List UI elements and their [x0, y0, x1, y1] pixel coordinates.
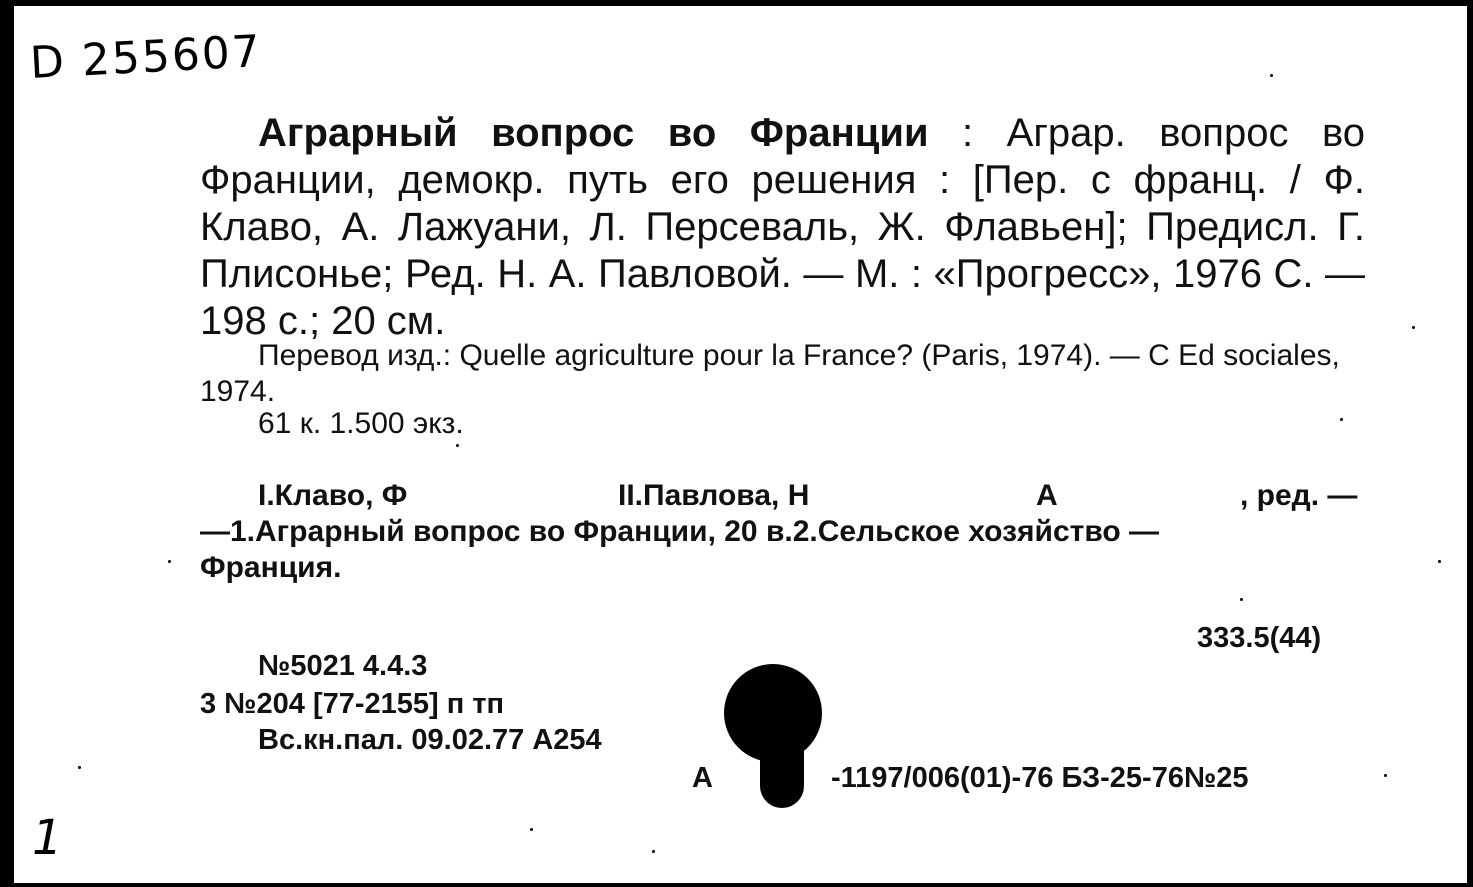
entry-title: Аграрный вопрос во Франции	[258, 111, 929, 155]
card-border-bottom	[0, 883, 1473, 887]
tracing-initial: А	[1036, 479, 1058, 512]
punch-hole-slot	[760, 740, 804, 808]
bibliographic-entry	[200, 110, 1365, 345]
index-prefix: А	[692, 762, 713, 794]
speck	[1412, 326, 1415, 329]
card-border-right	[1467, 0, 1473, 887]
tracing-line-1	[200, 478, 1365, 514]
book-chamber-line: Вс.кн.пал. 09.02.77 А254	[258, 724, 602, 756]
tracing-line-2	[200, 514, 1365, 550]
tracing-author-1: I.Клаво, Ф	[258, 479, 408, 512]
card-number: №5021 4.4.3	[258, 650, 428, 682]
tracing-subjects-cont: Франция.	[200, 551, 342, 584]
speck	[1270, 74, 1273, 77]
tracing-author-2: II.Павлова, Н	[618, 479, 810, 512]
speck	[1240, 598, 1243, 601]
price-note-text: 61 к. 1.500 экз.	[258, 407, 464, 440]
translation-note-text: Перевод изд.: Quelle agriculture pour la France? (Paris, 1974). — C Ed sociales, 1974.	[200, 339, 1340, 408]
speck	[168, 560, 171, 563]
card-border-left	[0, 0, 14, 887]
tracing-subjects: —1.Аграрный вопрос во Франции, 20 в.2.Сельское хозяйство —	[200, 515, 1160, 548]
speck	[530, 828, 533, 831]
entry-body: : Аграр. вопрос во Франции, демокр. путь его решения : [Пер. с франц. / Ф. Клаво, А. Лажуани, Л. Персеваль, Ж. Флавьен]; Предисл. Г. Плисонье; Ред. Н. А. Павловой. — М. : «Прогресс», 1976 С. — 198 с.; 20 см.	[200, 111, 1365, 343]
speck	[78, 766, 81, 769]
index-code: -1197/006(01)-76 БЗ-25-76№25	[830, 762, 1249, 794]
speck	[1340, 418, 1343, 421]
speck	[456, 444, 459, 447]
price-note	[200, 406, 1365, 442]
tracings-block	[200, 478, 1365, 586]
tracing-role: , ред. —	[1240, 479, 1358, 512]
udc-code: 333.5(44)	[1197, 622, 1322, 654]
translation-note	[200, 338, 1365, 410]
tracing-line-3	[200, 550, 1365, 586]
speck	[1438, 560, 1441, 563]
card-border-top	[0, 0, 1473, 6]
order-number: 3 №204 [77-2155] п тп	[200, 688, 505, 720]
margin-mark: 1	[32, 810, 63, 866]
speck	[1384, 774, 1387, 777]
speck	[652, 850, 655, 853]
accession-number: D 255607	[28, 25, 264, 90]
